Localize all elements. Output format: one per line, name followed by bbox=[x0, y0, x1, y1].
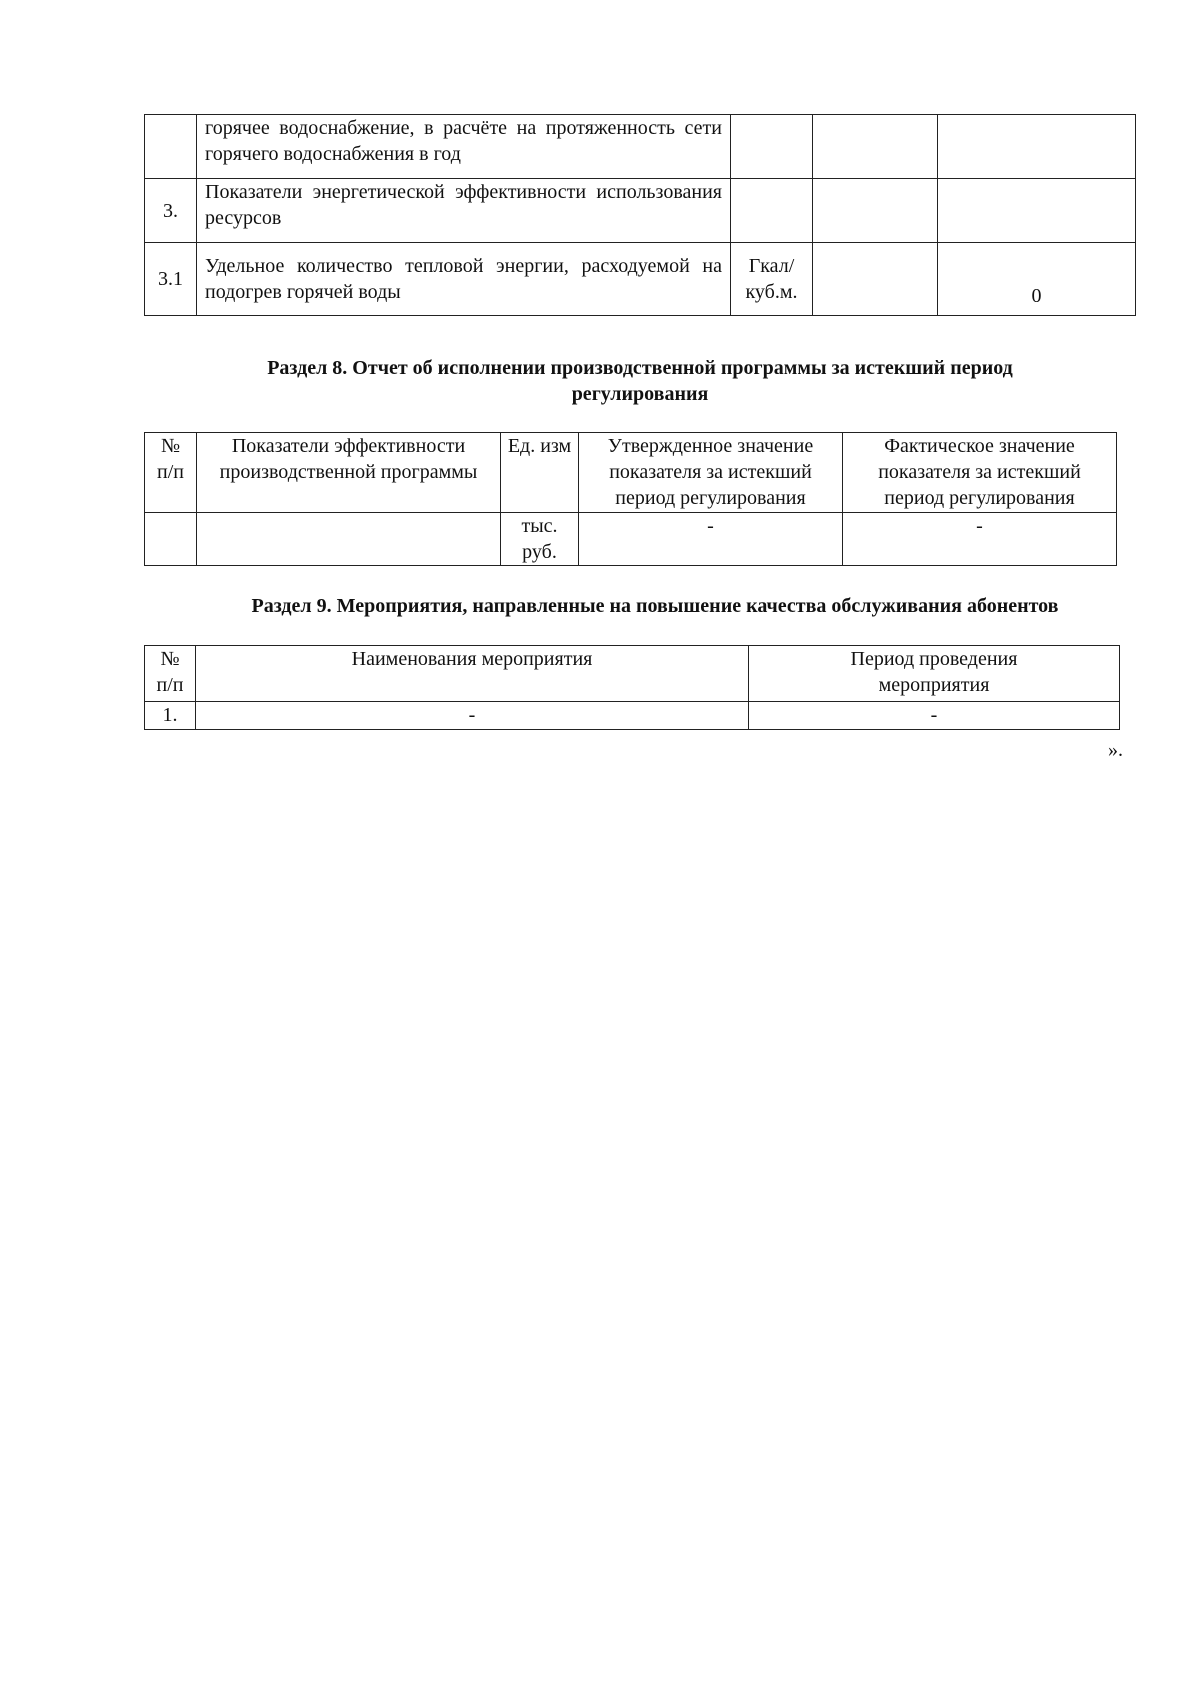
header-actual: Фактическое значение показателя за истекший период регулирования bbox=[843, 433, 1117, 513]
row-number: 3. bbox=[145, 179, 197, 243]
row-actual: - bbox=[843, 513, 1117, 566]
row-col4 bbox=[813, 179, 938, 243]
row-approved: - bbox=[579, 513, 843, 566]
indicators-table-continuation bbox=[144, 114, 1136, 316]
section9-title: Раздел 9. Мероприятия, направленные на повышение качества обслуживания абонентов bbox=[251, 595, 1059, 617]
header-period: Период проведения мероприятия bbox=[749, 646, 1120, 702]
row-indicator bbox=[197, 513, 501, 566]
row-text: Показатели энергетической эффективности использования ресурсов bbox=[197, 179, 731, 243]
row-name: - bbox=[196, 702, 749, 730]
row-period: - bbox=[749, 702, 1120, 730]
closing-quote: ». bbox=[1108, 739, 1123, 761]
row-text: горячее водоснабжение, в расчёте на протяженность сети горячего водоснабжения в год bbox=[197, 115, 731, 179]
table-row bbox=[145, 115, 1136, 179]
table-header-row bbox=[145, 646, 1120, 702]
table-header-row bbox=[145, 433, 1117, 513]
header-name: Наименования мероприятия bbox=[196, 646, 749, 702]
row-col5 bbox=[938, 115, 1136, 179]
row-number: 3.1 bbox=[145, 243, 197, 316]
row-number: 1. bbox=[145, 702, 196, 730]
header-approved: Утвержденное значение показателя за истекший период регулирования bbox=[579, 433, 843, 513]
row-col5 bbox=[938, 179, 1136, 243]
row-col5: 0 bbox=[938, 243, 1136, 316]
row-number bbox=[145, 115, 197, 179]
section8-title: Раздел 8. Отчет об исполнении производственной программы за истекший период регулирования bbox=[267, 357, 1013, 405]
section9-table bbox=[144, 645, 1120, 730]
row-number bbox=[145, 513, 197, 566]
section8-table bbox=[144, 432, 1117, 566]
row-text: Удельное количество тепловой энергии, расходуемой на подогрев горячей воды bbox=[197, 243, 731, 316]
row-unit: тыс. руб. bbox=[501, 513, 579, 566]
table-row bbox=[145, 243, 1136, 316]
header-num: № п/п bbox=[145, 433, 197, 513]
table-row bbox=[145, 179, 1136, 243]
row-unit bbox=[731, 115, 813, 179]
row-unit: Гкал/ куб.м. bbox=[731, 243, 813, 316]
header-indicators: Показатели эффективности производственной программы bbox=[197, 433, 501, 513]
header-unit: Ед. изм bbox=[501, 433, 579, 513]
row-unit bbox=[731, 179, 813, 243]
row-col4 bbox=[813, 115, 938, 179]
table-row bbox=[145, 513, 1117, 566]
row-col4 bbox=[813, 243, 938, 316]
header-num: № п/п bbox=[145, 646, 196, 702]
table-row bbox=[145, 702, 1120, 730]
